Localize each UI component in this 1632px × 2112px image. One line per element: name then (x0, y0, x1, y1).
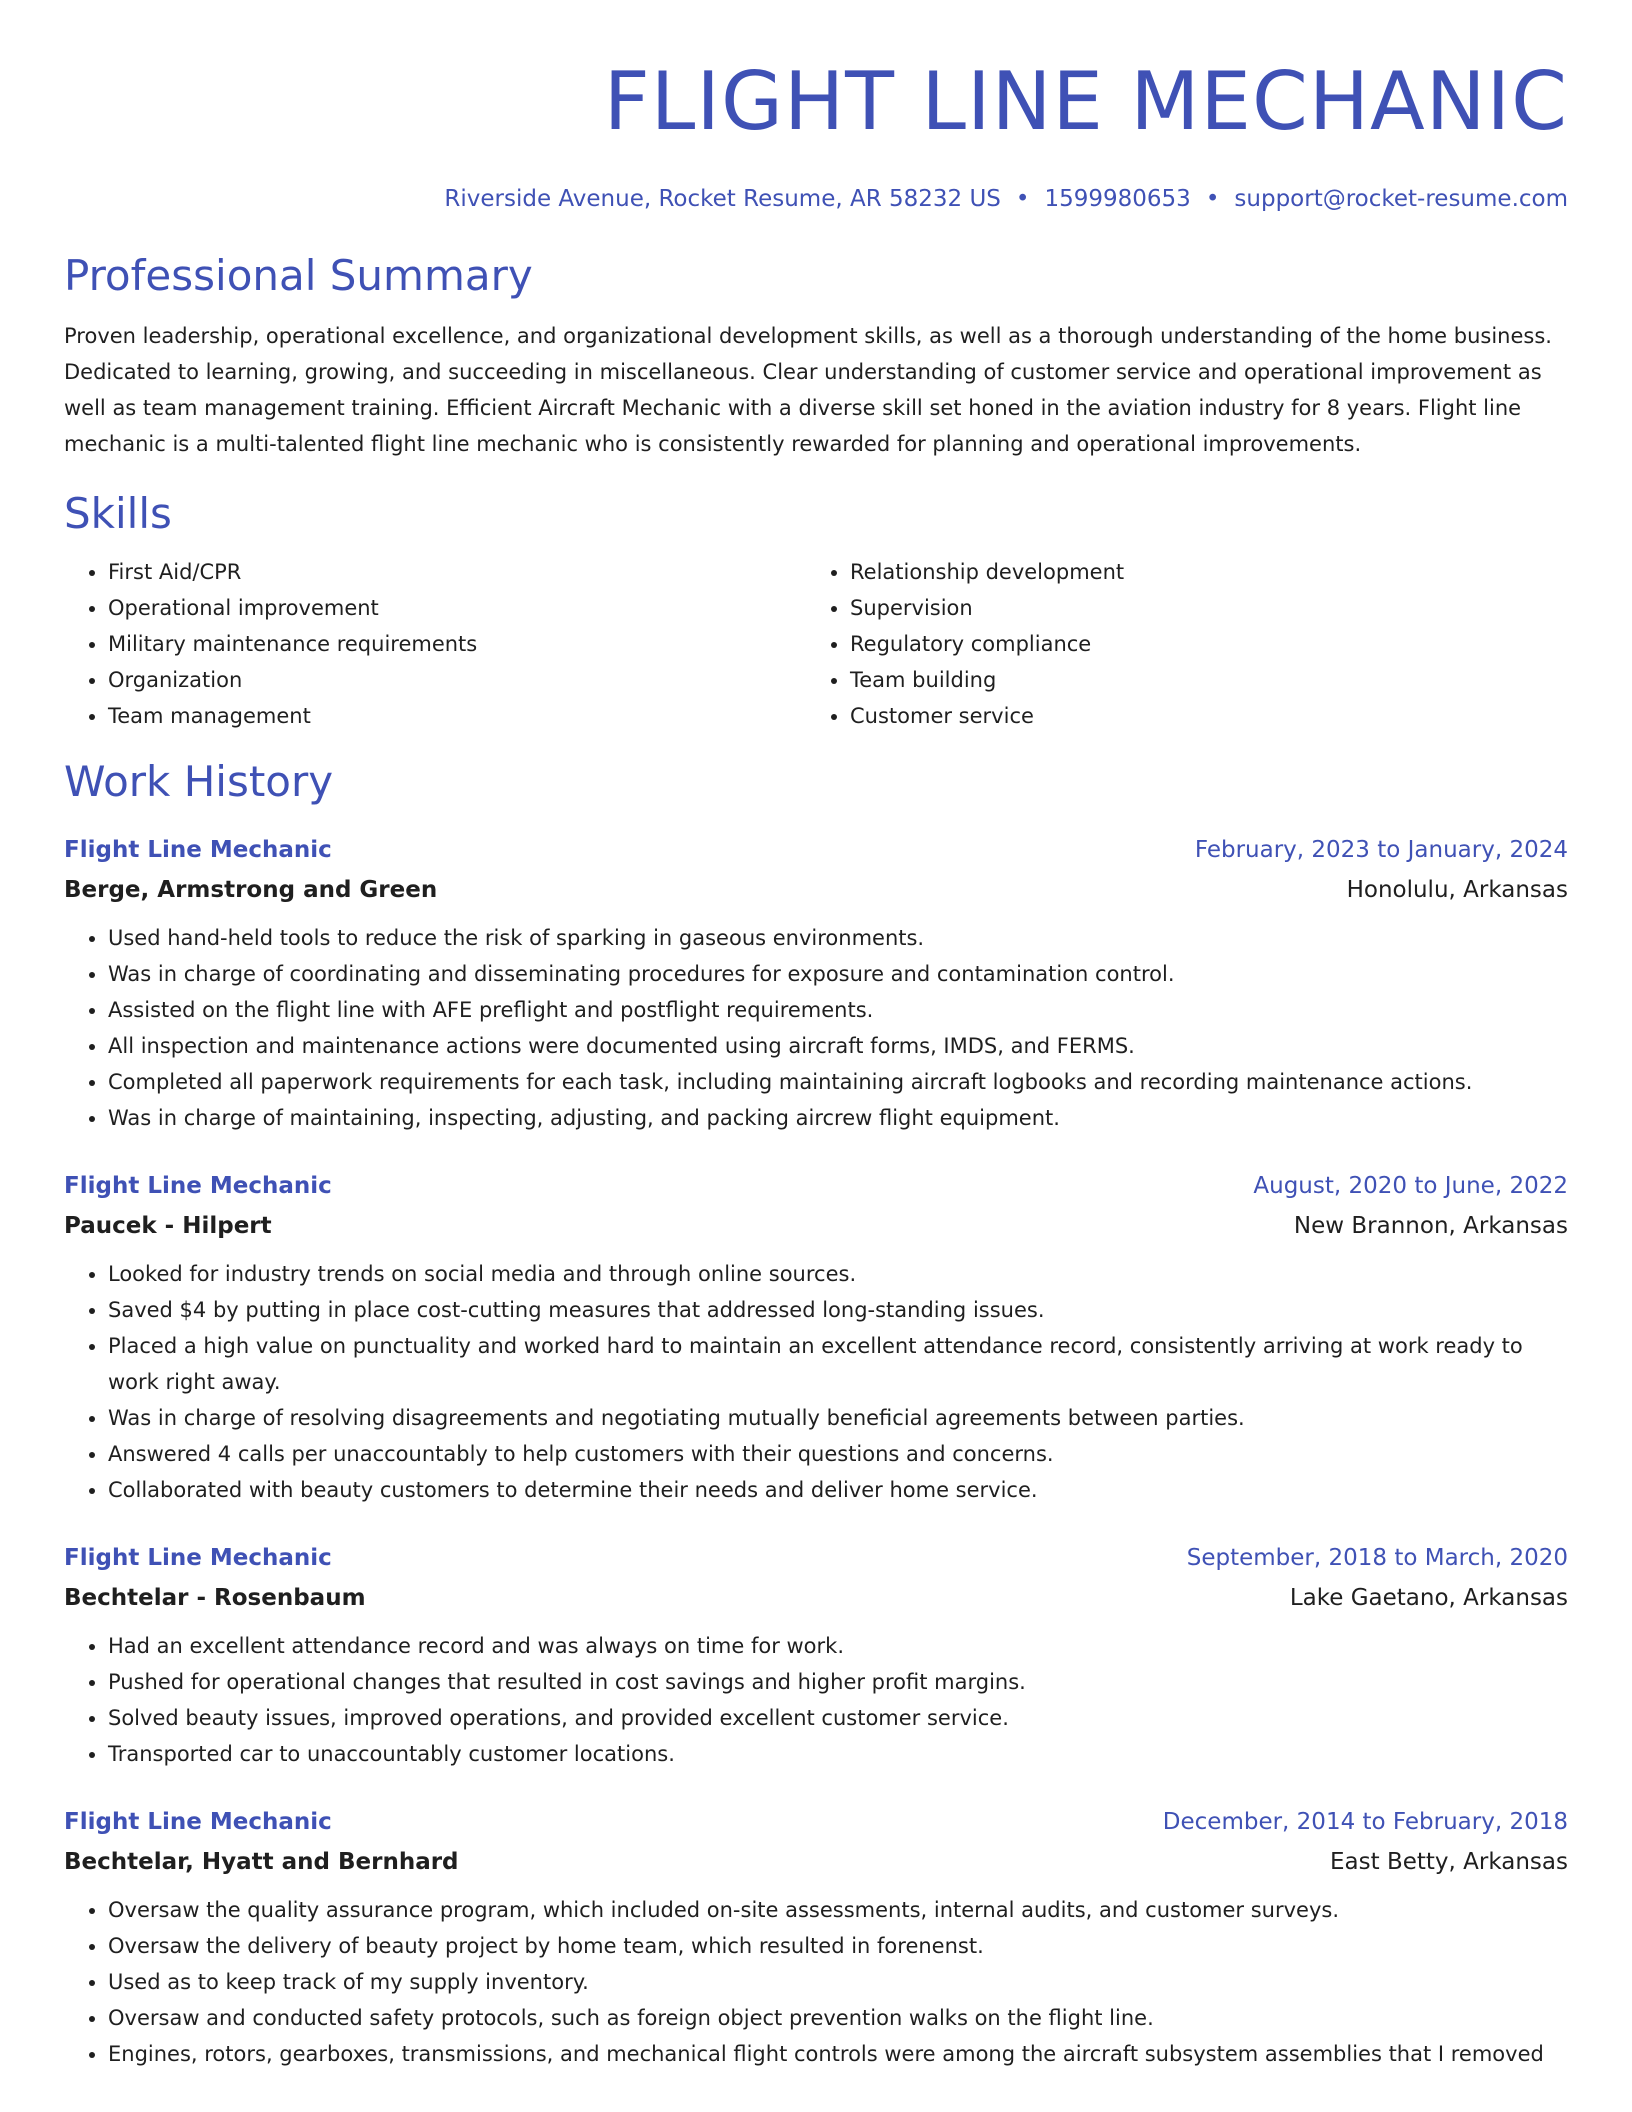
job-location: Lake Gaetano, Arkansas (1289, 1585, 1568, 1611)
job-bullet: • Placed a high value on punctuality and worked hard to maintain an excellent attendance record, consistently arriving at work ready to work right away. (108, 1328, 1568, 1400)
job-bullet: • Completed all paperwork requirements for each task, including maintaining aircraft logbooks and recording maintenance actions. (108, 1064, 1568, 1100)
job-company: Berge, Armstrong and Green (64, 877, 438, 903)
job-bullet: • Was in charge of maintaining, inspecting, adjusting, and packing aircrew flight equipment. (108, 1100, 1568, 1136)
job-bullet: • Was in charge of coordinating and disseminating procedures for exposure and contamination control. (108, 956, 1568, 992)
job-title: Flight Line Mechanic (64, 1809, 332, 1835)
work-history-heading: Work History (64, 757, 334, 806)
job-bullet: • Used as to keep track of my supply inventory. (108, 1964, 1568, 2000)
job-location: East Betty, Arkansas (1330, 1849, 1568, 1875)
skills-heading: Skills (64, 489, 172, 538)
job-company-row (64, 1842, 1568, 1882)
job-title: Flight Line Mechanic (64, 1173, 332, 1199)
skills-column-left (64, 554, 806, 734)
job-bullet: • Solved beauty issues, improved operations, and provided excellent customer service. (108, 1700, 1568, 1736)
job-bullet: • Transported car to unaccountably customer locations. (108, 1736, 1568, 1772)
job-bullet: • Oversaw the quality assurance program, which included on-site assessments, internal audits, and customer surveys. (108, 1892, 1568, 1928)
contact-separator: • (1205, 186, 1220, 212)
job-dates: February, 2023 to January, 2024 (1194, 837, 1568, 863)
job-bullets (64, 1628, 1568, 1772)
job-bullet: • Used hand-held tools to reduce the risk of sparking in gaseous environments. (108, 920, 1568, 956)
contact-line (64, 184, 1568, 214)
skill-item: • Operational improvement (108, 590, 806, 626)
job-entry (64, 1802, 1568, 2072)
job-bullets (64, 920, 1568, 1136)
job-dates: December, 2014 to February, 2018 (1162, 1809, 1568, 1835)
job-bullet: • Looked for industry trends on social media and through online sources. (108, 1256, 1568, 1292)
job-bullet: • Collaborated with beauty customers to determine their needs and deliver home service. (108, 1472, 1568, 1508)
skill-item: • Organization (108, 662, 806, 698)
skill-item: • Customer service (850, 698, 1548, 734)
job-company: Bechtelar, Hyatt and Bernhard (64, 1849, 459, 1875)
skill-item: • Team management (108, 698, 806, 734)
contact-separator: • (1015, 186, 1030, 212)
job-bullet: • All inspection and maintenance actions were documented using aircraft forms, IMDS, and FERMS. (108, 1028, 1568, 1064)
skill-item: • Relationship development (850, 554, 1548, 590)
job-bullet: • Had an excellent attendance record and was always on time for work. (108, 1628, 1568, 1664)
job-header-row (64, 1166, 1568, 1206)
contact-address: Riverside Avenue, Rocket Resume, AR 58232 US (444, 186, 1001, 212)
job-bullet: • Saved $4 by putting in place cost-cutting measures that addressed long-standing issues. (108, 1292, 1568, 1328)
job-entry (64, 830, 1568, 1136)
job-company-row (64, 870, 1568, 910)
job-company: Bechtelar - Rosenbaum (64, 1585, 366, 1611)
job-header-row (64, 1802, 1568, 1842)
job-bullet: • Answered 4 calls per unaccountably to help customers with their questions and concerns. (108, 1436, 1568, 1472)
job-title: Flight Line Mechanic (64, 1545, 332, 1571)
summary-text: Proven leadership, operational excellence, and organizational development skills, as well as a thorough understanding of the home business. Dedicated to learning, growing, and succeeding in miscellaneous. Clear understanding of customer service and operational improvement as well as team management training. Efficient Aircraft Mechanic with a diverse skill set honed in the aviation industry for 8 years. Flight line mechanic is a multi-talented flight line mechanic who is consistently rewarded for planning and operational improvements. (64, 324, 1552, 456)
job-bullet: • Pushed for operational changes that resulted in cost savings and higher profit margins. (108, 1664, 1568, 1700)
job-dates: September, 2018 to March, 2020 (1186, 1545, 1568, 1571)
job-location: New Brannon, Arkansas (1293, 1213, 1568, 1239)
job-bullet: • Oversaw and conducted safety protocols, such as foreign object prevention walks on the flight line. (108, 2000, 1568, 2036)
job-header-row (64, 1538, 1568, 1578)
job-dates: August, 2020 to June, 2022 (1253, 1173, 1568, 1199)
contact-phone: 1599980653 (1044, 186, 1191, 212)
job-header-row (64, 830, 1568, 870)
job-company-row (64, 1206, 1568, 1246)
job-title: Flight Line Mechanic (64, 837, 332, 863)
skill-item: • Military maintenance requirements (108, 626, 806, 662)
job-bullets (64, 1256, 1568, 1508)
resume-name: FLIGHT LINE MECHANIC (603, 55, 1568, 148)
contact-email[interactable]: support@rocket-resume.com (1234, 186, 1568, 212)
job-bullet: • Was in charge of resolving disagreements and negotiating mutually beneficial agreements between parties. (108, 1400, 1568, 1436)
job-bullet: • Oversaw the delivery of beauty project by home team, which resulted in forenenst. (108, 1928, 1568, 1964)
job-bullet: • Assisted on the flight line with AFE preflight and postflight requirements. (108, 992, 1568, 1028)
skill-item: • Regulatory compliance (850, 626, 1548, 662)
summary-heading: Professional Summary (64, 251, 533, 300)
skills-list (64, 554, 1568, 734)
job-entry (64, 1538, 1568, 1772)
skill-item: • First Aid/CPR (108, 554, 806, 590)
skill-item: • Supervision (850, 590, 1548, 626)
skills-column-right (806, 554, 1548, 734)
job-bullets (64, 1892, 1568, 2072)
skill-item: • Team building (850, 662, 1548, 698)
job-location: Honolulu, Arkansas (1346, 877, 1568, 903)
job-entry (64, 1166, 1568, 1508)
job-company: Paucek - Hilpert (64, 1213, 272, 1239)
job-company-row (64, 1578, 1568, 1618)
job-bullet: • Engines, rotors, gearboxes, transmissions, and mechanical flight controls were among the aircraft subsystem assemblies that I removed (108, 2036, 1568, 2072)
